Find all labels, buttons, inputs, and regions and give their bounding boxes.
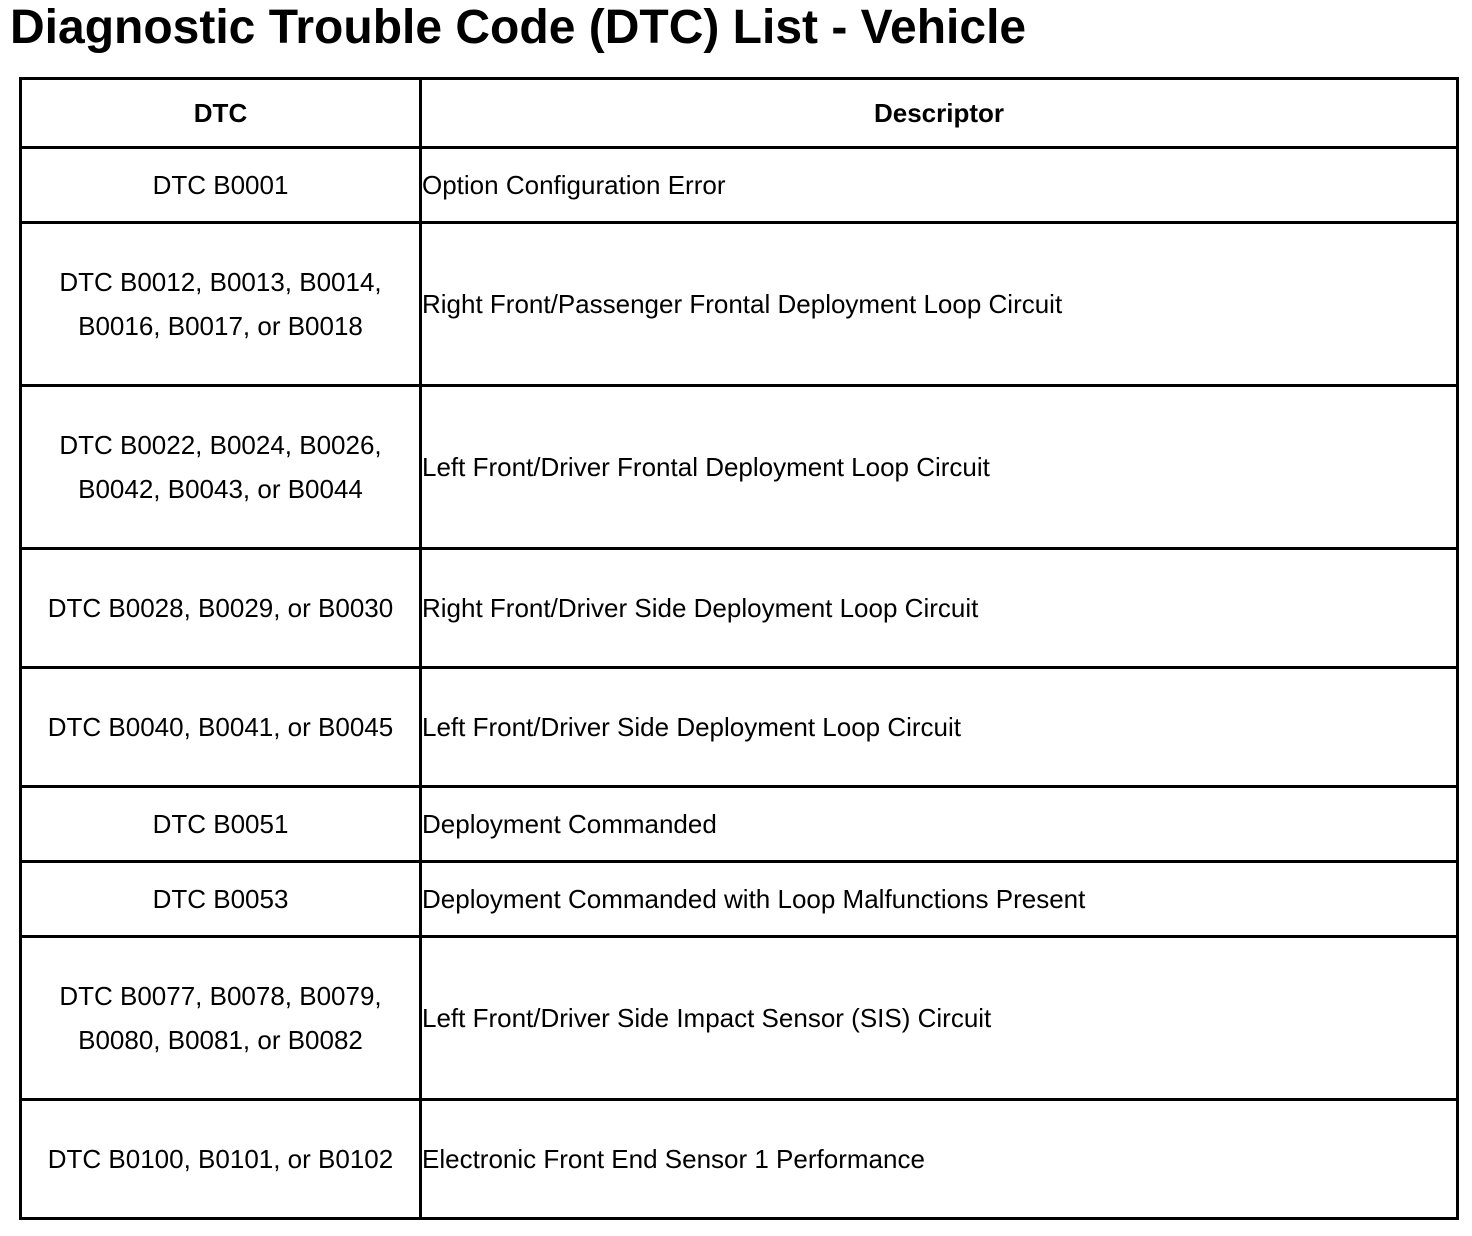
dtc-descriptor-cell: Left Front/Driver Frontal Deployment Loop Circuit <box>421 386 1458 549</box>
dtc-code-cell: DTC B0053 <box>21 862 421 937</box>
table-row <box>21 549 1458 668</box>
dtc-code-cell: DTC B0077, B0078, B0079, B0080, B0081, or B0082 <box>21 937 421 1100</box>
page-title: Diagnostic Trouble Code (DTC) List - Vehicle <box>10 1 1027 54</box>
dtc-descriptor-cell: Deployment Commanded with Loop Malfunctions Present <box>421 862 1458 937</box>
dtc-code-cell: DTC B0012, B0013, B0014, B0016, B0017, or B0018 <box>21 223 421 386</box>
dtc-descriptor-cell: Left Front/Driver Side Deployment Loop Circuit <box>421 668 1458 787</box>
table-row <box>21 148 1458 223</box>
dtc-descriptor-cell: Right Front/Driver Side Deployment Loop Circuit <box>421 549 1458 668</box>
table-row <box>21 787 1458 862</box>
dtc-descriptor-cell: Deployment Commanded <box>421 787 1458 862</box>
dtc-code-cell: DTC B0040, B0041, or B0045 <box>21 668 421 787</box>
dtc-code-cell: DTC B0001 <box>21 148 421 223</box>
dtc-code-cell: DTC B0051 <box>21 787 421 862</box>
table-row <box>21 386 1458 549</box>
table-row <box>21 223 1458 386</box>
table-row <box>21 668 1458 787</box>
column-header-dtc: DTC <box>21 79 421 148</box>
table-row <box>21 937 1458 1100</box>
dtc-code-cell: DTC B0022, B0024, B0026, B0042, B0043, or B0044 <box>21 386 421 549</box>
dtc-descriptor-cell: Right Front/Passenger Frontal Deployment Loop Circuit <box>421 223 1458 386</box>
table-header-row <box>21 79 1458 148</box>
table-row <box>21 1100 1458 1219</box>
table-row <box>21 862 1458 937</box>
column-header-descriptor: Descriptor <box>421 79 1458 148</box>
dtc-descriptor-cell: Left Front/Driver Side Impact Sensor (SIS) Circuit <box>421 937 1458 1100</box>
dtc-descriptor-cell: Option Configuration Error <box>421 148 1458 223</box>
dtc-code-cell: DTC B0100, B0101, or B0102 <box>21 1100 421 1219</box>
dtc-code-cell: DTC B0028, B0029, or B0030 <box>21 549 421 668</box>
dtc-table <box>19 77 1459 1220</box>
dtc-descriptor-cell: Electronic Front End Sensor 1 Performance <box>421 1100 1458 1219</box>
